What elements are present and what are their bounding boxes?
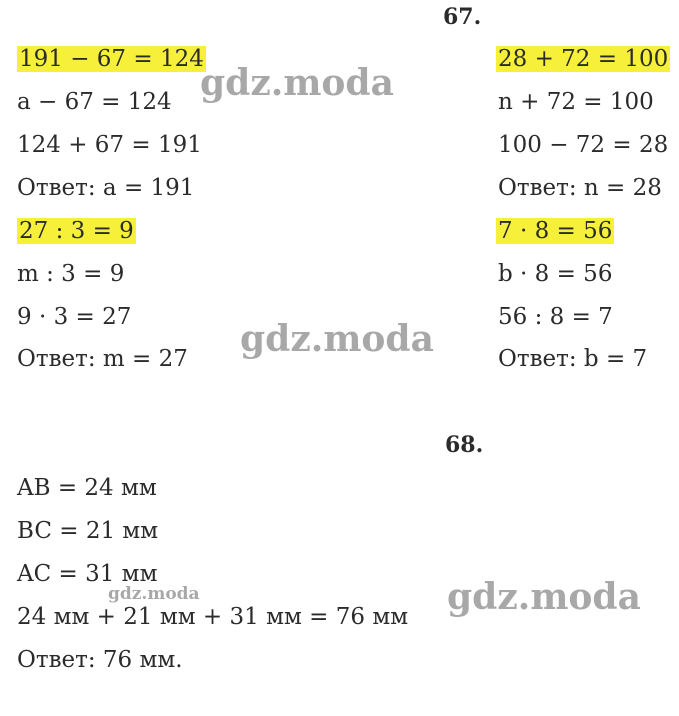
watermark-logo: gdz.moda [240,318,434,360]
task-68-line-1: AB = 24 мм [17,475,157,501]
task-67-right-line-5: 7 · 8 = 56 [498,218,613,244]
task-68-number: 68. [445,432,484,458]
task-67-left-line-7: 9 · 3 = 27 [17,304,132,330]
task-67-right-line-2: n + 72 = 100 [498,89,654,115]
task-68-line-4: 24 мм + 21 мм + 31 мм = 76 мм [17,604,409,630]
task-67-left-line-1: 191 − 67 = 124 [19,46,204,72]
task-67-left-line-4: Ответ: a = 191 [17,175,195,201]
task-67-right-line-8: Ответ: b = 7 [498,346,648,372]
task-67-right-line-7: 56 : 8 = 7 [498,304,613,330]
task-68-line-2: BC = 21 мм [17,518,159,544]
task-67-left-line-2: a − 67 = 124 [17,89,172,115]
task-67-left-line-8: Ответ: m = 27 [17,346,188,372]
task-67-right-line-4: Ответ: n = 28 [498,175,662,201]
task-67-right-line-6: b · 8 = 56 [498,261,613,287]
task-68-line-3: AC = 31 мм [17,561,158,587]
task-67-right-line-3: 100 − 72 = 28 [498,132,669,158]
task-67-left-line-3: 124 + 67 = 191 [17,132,202,158]
watermark-logo: gdz.moda [200,62,394,104]
watermark-logo: gdz.moda [447,576,641,618]
task-68-line-5: Ответ: 76 мм. [17,647,183,673]
task-67-number: 67. [443,4,482,30]
watermark-logo-small: gdz.moda [108,584,200,604]
task-67-left-line-6: m : 3 = 9 [17,261,125,287]
task-67-right-line-1: 28 + 72 = 100 [498,46,669,72]
task-67-left-line-5: 27 : 3 = 9 [19,218,134,244]
